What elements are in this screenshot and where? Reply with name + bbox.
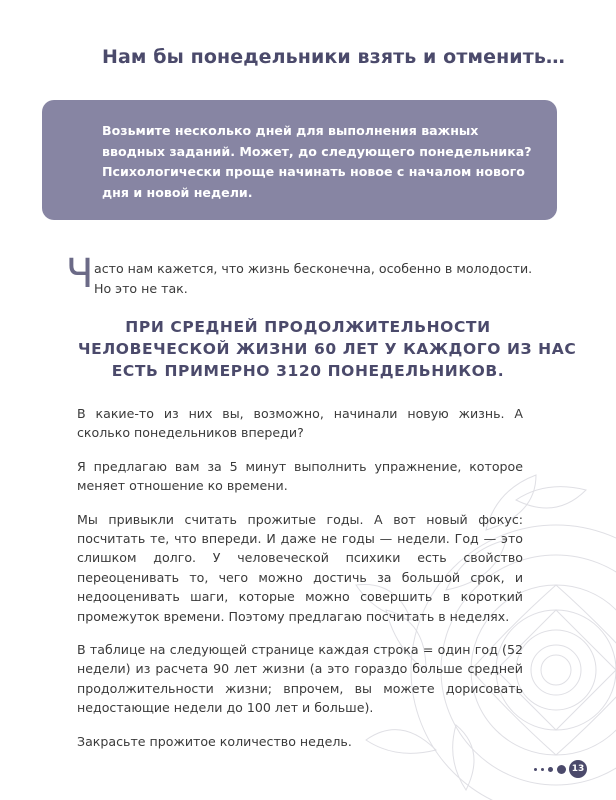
body-paragraph: Закрасьте прожитое количество недель. (77, 733, 352, 749)
page-title: Нам бы понедельники взять и отменить… (102, 46, 566, 68)
intro-paragraph (94, 259, 564, 299)
callout-text (102, 121, 532, 203)
page-number: 13 (569, 760, 587, 778)
pager-dot-icon (557, 765, 566, 774)
callout-line: Возьмите несколько дней для выполнения важных (102, 123, 479, 138)
highlight-line: ЧЕЛОВЕЧЕСКОЙ ЖИЗНИ 60 ЛЕТ У КАЖДОГО ИЗ НАС (78, 340, 577, 358)
body-paragraph: В какие-то из них вы, возможно, начинали новую жизнь. А сколько понедельников впереди? (77, 406, 523, 441)
highlight-line: ЕСТЬ ПРИМЕРНО 3120 ПОНЕДЕЛЬНИКОВ. (111, 362, 505, 380)
body-paragraph: Я предлагаю вам за 5 минут выполнить упражнение, которое меняет отношение ко времени. (77, 458, 523, 494)
pager-dot-icon (548, 767, 553, 772)
body-paragraph: В таблице на следующей странице каждая строка = один год (52 недели) из расчета 90 лет жизни (а это гораздо больше средней продолжительности жизни; впрочем, вы можете дорисовать недостающие недели до 100 лет и больше). (77, 642, 523, 716)
callout-line: дня и новой недели. (102, 184, 253, 200)
callout-line: вводных заданий. Может, до следующего понедельника? (102, 143, 532, 159)
highlight-quote (78, 316, 577, 382)
drop-cap: Ч (66, 251, 94, 297)
body-paragraph: Мы привыкли считать прожитые годы. А вот новый фокус: посчитать те, что впереди. И даже не годы — недели. Год — это слишком долго. У человеческой психики есть свойство переоценивать то, чего можно достичь за большой срок, и недооценивать шаги, которые можно совершить в короткий промежуток времени. Поэтому предлагаю посчитать в неделях. (77, 511, 523, 624)
intro-line: Но это не так. (94, 281, 188, 296)
intro-line: асто нам кажется, что жизнь бесконечна, особенно в молодости. (94, 261, 533, 276)
highlight-line: ПРИ СРЕДНЕЙ ПРОДОЛЖИТЕЛЬНОСТИ (125, 318, 491, 336)
pager-dot-icon (541, 768, 544, 771)
body-text (77, 404, 523, 765)
pager-dot-icon (534, 768, 537, 771)
page-indicator (534, 760, 587, 778)
callout-line: Психологически проще начинать новое с началом нового (102, 164, 525, 179)
